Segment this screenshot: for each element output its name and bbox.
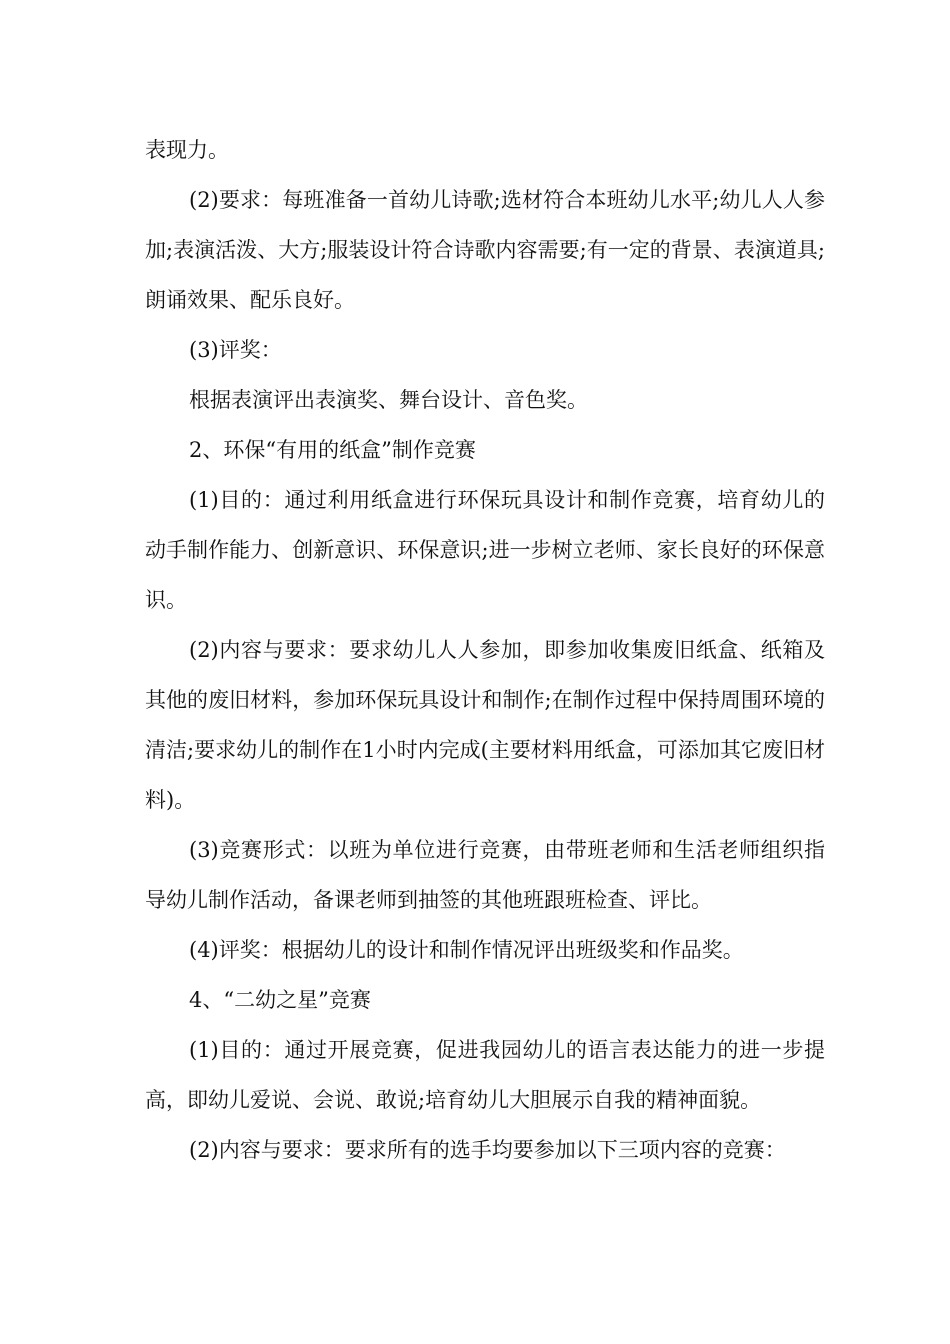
paragraph-11: (1)目的：通过开展竞赛，促进我园幼儿的语言表达能力的进一步提高，即幼儿爱说、会说、敢说;培育幼儿大胆展示自我的精神面貌。 [145,1038,825,1112]
section-heading-2: 2、环保“有用的纸盒”制作竞赛 [189,438,476,462]
paragraph-7: (2)内容与要求：要求幼儿人人参加，即参加收集废旧纸盒、纸箱及其他的废旧材料，参加环保玩具设计和制作;在制作过程中保持周围环境的清洁;要求幼儿的制作在1小时内完成(主要材料用纸盒，可添加其它废旧材料)。 [145,638,825,812]
paragraph-6: (1)目的：通过利用纸盒进行环保玩具设计和制作竞赛，培育幼儿的动手制作能力、创新意识、环保意识;进一步树立老师、家长良好的环保意识。 [145,488,825,612]
paragraph-3: (3)评奖： [189,338,282,362]
section-heading-4: 4、“二幼之星”竞赛 [189,988,371,1012]
paragraph-4: 根据表演评出表演奖、舞台设计、音色奖。 [189,388,588,412]
paragraph-1: 表现力。 [145,138,229,162]
document-page [145,125,825,1175]
paragraph-8: (3)竞赛形式：以班为单位进行竞赛，由带班老师和生活老师组织指导幼儿制作活动，备课老师到抽签的其他班跟班检查、评比。 [145,838,825,912]
paragraph-12: (2)内容与要求：要求所有的选手均要参加以下三项内容的竞赛： [189,1138,786,1162]
paragraph-9: (4)评奖：根据幼儿的设计和制作情况评出班级奖和作品奖。 [189,938,744,962]
paragraph-2: (2)要求：每班准备一首幼儿诗歌;选材符合本班幼儿水平;幼儿人人参加;表演活泼、大方;服装设计符合诗歌内容需要;有一定的背景、表演道具;朗诵效果、配乐良好。 [145,188,825,312]
